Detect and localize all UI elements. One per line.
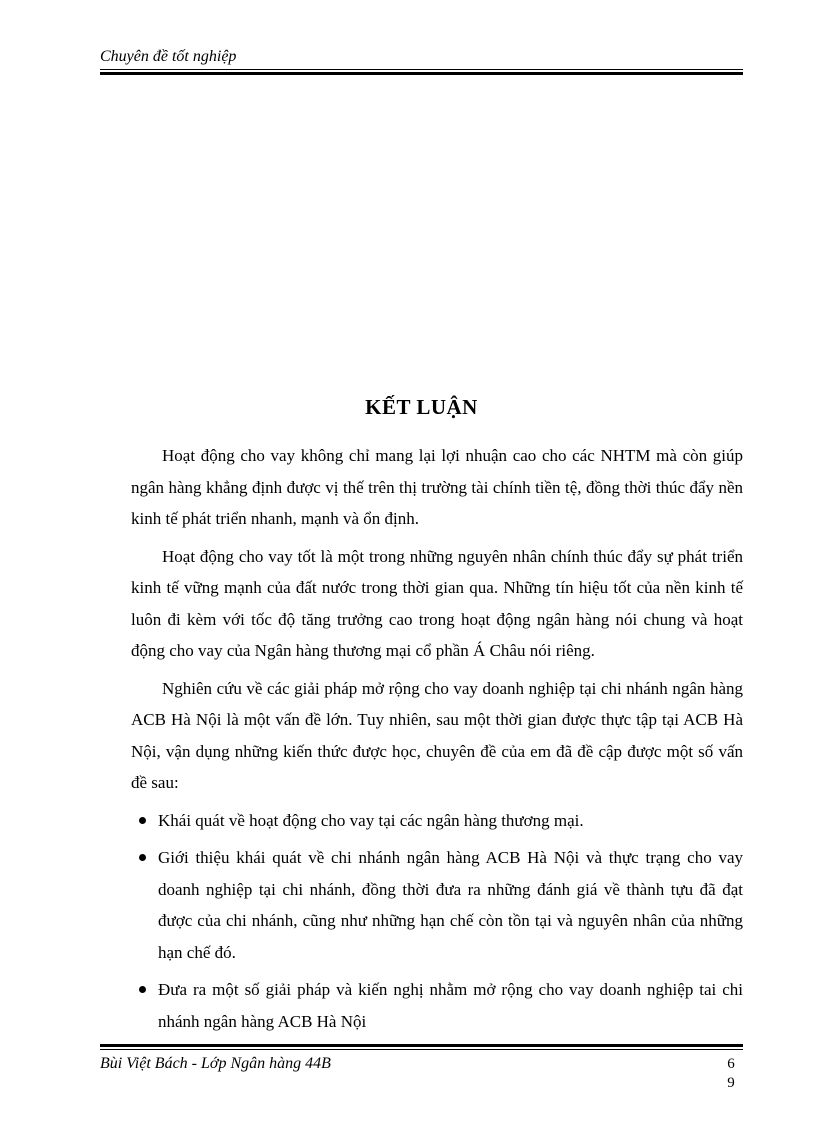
- list-item-text: Giới thiệu khái quát về chi nhánh ngân hàng ACB Hà Nội và thực trạng cho vay doanh nghiệp tại chi nhánh, đồng thời đưa ra những đánh giá về thành tựu đã đạt được của chi nhánh, cũng như những hạn chế còn tồn tại và nguyên nhân của những hạn chế đó.: [158, 848, 743, 962]
- footer-rule-thick: [100, 1044, 743, 1047]
- bullet-icon: [139, 986, 146, 993]
- footer-rule-thin: [100, 1049, 743, 1050]
- body-text: [131, 440, 743, 1043]
- page-number-digit-1: 6: [727, 1056, 735, 1072]
- paragraph-1: Hoạt động cho vay không chỉ mang lại lợi nhuận cao cho các NHTM mà còn giúp ngân hàng khẳng định được vị thế trên thị trường tài chính tiền tệ, đồng thời thúc đẩy nền kinh tế phát triển nhanh, mạnh và ổn định.: [131, 446, 743, 528]
- list-item-text: Khái quát về hoạt động cho vay tại các ngân hàng thương mại.: [158, 810, 584, 830]
- list-item: [131, 974, 743, 1037]
- list-item: [131, 842, 743, 968]
- list-item: [131, 805, 743, 837]
- page-number: [724, 1055, 738, 1093]
- bullet-list: [131, 805, 743, 1038]
- paragraph-3: Nghiên cứu về các giải pháp mở rộng cho vay doanh nghiệp tại chi nhánh ngân hàng ACB Hà Nội là một vấn đề lớn. Tuy nhiên, sau một thời gian được thực tập tại ACB Hà Nội, vận dụng những kiến thức được học, chuyên đề của em đã đề cập được một số vấn đề sau:: [131, 678, 743, 792]
- list-item-text: Đưa ra một số giải pháp và kiến nghị nhằm mở rộng cho vay doanh nghiệp tai chi nhánh ngân hàng ACB Hà Nội: [158, 980, 743, 1031]
- page-number-digit-2: 9: [727, 1075, 735, 1091]
- paragraph-2: Hoạt động cho vay tốt là một trong những nguyên nhân chính thúc đẩy sự phát triển kinh tế vững mạnh của đất nước trong thời gian qua. Những tín hiệu tốt của nền kinh tế luôn đi kèm với tốc độ tăng trưởng cao trong hoạt động ngân hàng nói chung và hoạt động cho vay của Ngân hàng thương mại cổ phần Á Châu nói riêng.: [131, 546, 743, 660]
- section-heading: KẾT LUẬN: [365, 395, 478, 419]
- header-rule-thick: [100, 72, 743, 75]
- bullet-icon: [139, 854, 146, 861]
- header-title: Chuyên đề tốt nghiệp: [100, 48, 237, 65]
- footer-title: Bùi Việt Bách - Lớp Ngân hàng 44B: [100, 1055, 331, 1072]
- bullet-icon: [139, 817, 146, 824]
- header-rule-thin: [100, 69, 743, 70]
